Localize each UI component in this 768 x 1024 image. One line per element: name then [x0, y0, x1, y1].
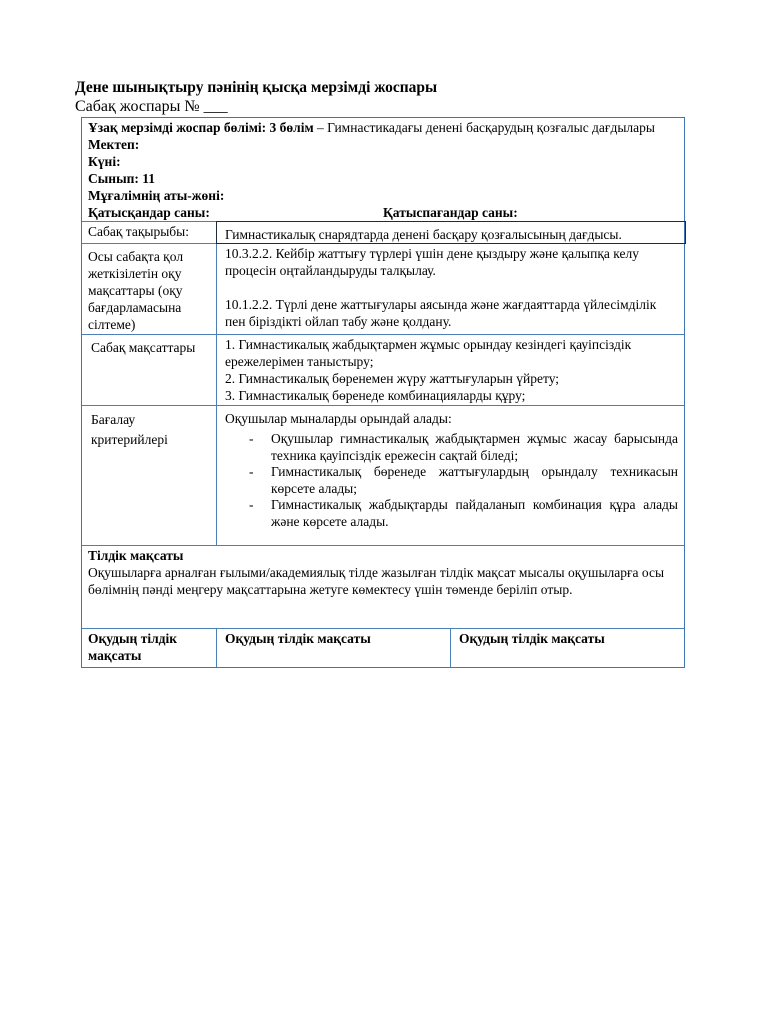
goals-list — [217, 335, 684, 405]
criteria-intro: Оқушылар мыналарды орындай алады: — [225, 411, 452, 426]
criteria-item: - Оқушылар гимнастикалық жабдықтармен жұмыс жасау барысында техника қауіпсіздік ережесін сақтай біледі; — [249, 431, 678, 463]
objectives-list — [217, 244, 684, 334]
language-objective-section — [82, 546, 684, 629]
goals-row — [82, 335, 684, 406]
lesson-plan-number: Сабақ жоспары № ___ — [75, 98, 228, 115]
absent-count-label: Қатыспағандар саны: — [383, 205, 518, 220]
objectives-label: Осы сабақта қол жеткізілетін оқу мақсаттары (оқу бағдарламасына сілтеме) — [82, 244, 217, 334]
language-column-header: Оқудың тілдік мақсаты — [82, 629, 217, 667]
bullet-dash: - — [249, 464, 254, 479]
criteria-label — [82, 406, 217, 545]
objectives-row — [82, 244, 684, 335]
criteria-list — [225, 431, 678, 530]
bullet-dash: - — [249, 431, 254, 446]
teacher-label: Мұғалімнің аты-жөні: — [88, 188, 225, 203]
criteria-row — [82, 406, 684, 546]
goal-item: 3. Гимнастикалық бөренеде комбинацияларды құру; — [225, 388, 526, 403]
bullet-dash: - — [249, 497, 254, 512]
language-column-header: Оқудың тілдік мақсаты — [217, 629, 451, 667]
objective-item: 10.1.2.2. Түрлі дене жаттығулары аясында және жағдаяттарда үйлесімділік пен біріздікті ойлап табу және қолдану. — [225, 297, 657, 329]
language-objective-columns — [82, 629, 684, 667]
criteria-content — [217, 406, 684, 545]
long-term-plan-value: – Гимнастикадағы денені басқарудың қозғалыс дағдылары — [313, 120, 655, 135]
goals-label: Сабақ мақсаттары — [82, 335, 217, 405]
long-term-plan-line — [88, 119, 680, 136]
topic-row — [82, 222, 684, 244]
plan-header — [82, 118, 684, 222]
goal-item: 2. Гимнастикалық бөренемен жүру жаттығуларын үйрету; — [225, 371, 560, 386]
criteria-label-text: Бағалау критерийлері — [91, 412, 168, 447]
school-label: Мектеп: — [88, 137, 140, 152]
criteria-item: - Гимнастикалық бөренеде жаттығулардың орындалу техникасын көрсете алады; — [249, 464, 678, 496]
lesson-plan-table — [81, 117, 685, 668]
criteria-item: - Гимнастикалық жабдықтарды пайдаланып комбинация құра алады және көрсете алады. — [249, 497, 678, 529]
language-objective-title: Тілдік мақсаты — [88, 548, 184, 563]
objective-item: 10.3.2.2. Кейбір жаттығу түрлері үшін дене қыздыру және қалыпқа келу процесін оңтайландыруды талқылау. — [225, 246, 639, 278]
long-term-plan-label: Ұзақ мерзімді жоспар бөлімі: 3 бөлім — [88, 120, 314, 135]
present-count-label: Қатысқандар саны: — [88, 205, 210, 220]
topic-label: Сабақ тақырыбы: — [82, 222, 217, 243]
attendance-line — [88, 204, 680, 221]
class-label: Сынып: 11 — [88, 171, 156, 186]
topic-value: Гимнастикалық снарядтарда денені басқару қозғалысының дағдысы. — [216, 221, 686, 244]
language-column-header: Оқудың тілдік мақсаты — [459, 631, 605, 646]
language-objective-text: Оқушыларға арналған ғылыми/академиялық тілде жазылған тілдік мақсат мысалы оқушыларға осы бөлімнің пәнді меңгеру мақсаттарына жетуге көмектесу үшін төменде беріліп отыр. — [88, 565, 665, 597]
goal-item: 1. Гимнастикалық жабдықтармен жұмыс орындау кезіндегі қауіпсіздік ережелерімен таныстыру; — [225, 337, 632, 369]
document-title: Дене шынықтыру пәнінің қысқа мерзімді жоспары — [75, 79, 438, 96]
day-label: Күні: — [88, 154, 121, 169]
